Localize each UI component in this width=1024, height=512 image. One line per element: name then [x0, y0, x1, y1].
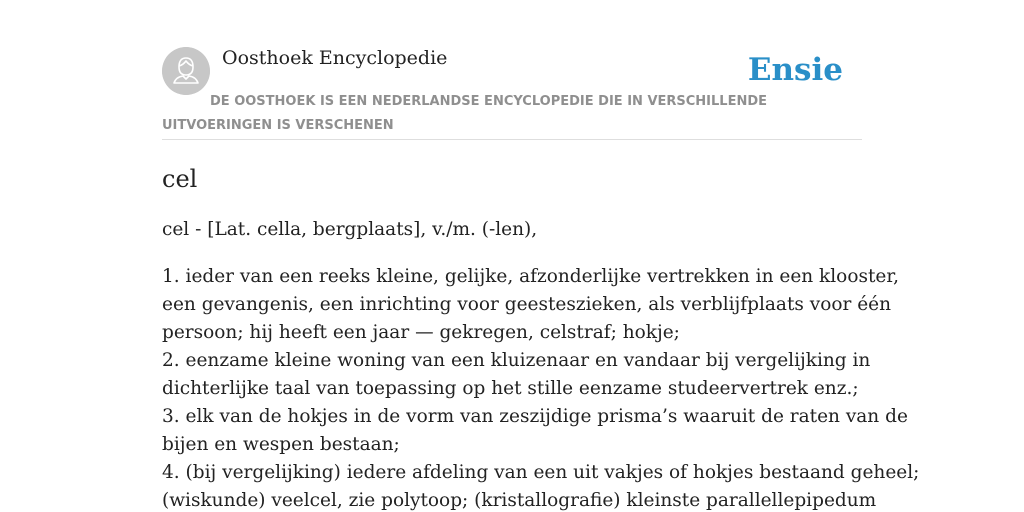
- entry-title: cel: [162, 165, 198, 193]
- main-container: [162, 0, 920, 511]
- definition-line: bijen en wespen bestaan;: [162, 434, 400, 455]
- source-description: DE OOSTHOEK IS EEN NEDERLANDSE ENCYCLOPEDIE DIE IN VERSCHILLENDE UITVOERINGEN IS VERSCHENEN: [162, 94, 768, 133]
- definition-line: 4. (bij vergelijking) iedere afdeling van een uit vakjes of hokjes bestaand geheel;: [162, 462, 920, 483]
- definition-line: 2. eenzame kleine woning van een kluizenaar en vandaar bij vergelijking in: [162, 350, 871, 371]
- entry-definitions: [162, 263, 920, 512]
- definition-line: een gevangenis, een inrichting voor geesteszieken, als verblijfplaats voor één: [162, 294, 892, 315]
- definition-line: dichterlijke taal van toepassing op het stille eenzame studeervertrek enz.;: [162, 378, 859, 399]
- brand-logo-link[interactable]: Ensie: [747, 52, 843, 88]
- definition-line: (wiskunde) veelcel, zie polytoop; (kristallografie) kleinste parallellepipedum: [162, 490, 877, 511]
- definition-line: persoon; hij heeft een jaar — gekregen, celstraf; hokje;: [162, 322, 680, 343]
- entry-etymology: cel - [Lat. cella, bergplaats], v./m. (-len),: [162, 219, 538, 240]
- definition-line: 1. ieder van een reeks kleine, gelijke, afzonderlijke vertrekken in een klooster,: [162, 266, 900, 287]
- source-title-link[interactable]: Oosthoek Encyclopedie: [222, 47, 448, 69]
- user-avatar-icon[interactable]: [162, 47, 210, 95]
- definition-line: 3. elk van de hokjes in de vorm van zeszijdige prisma’s waaruit de raten van de: [162, 406, 908, 427]
- source-header: [162, 0, 862, 140]
